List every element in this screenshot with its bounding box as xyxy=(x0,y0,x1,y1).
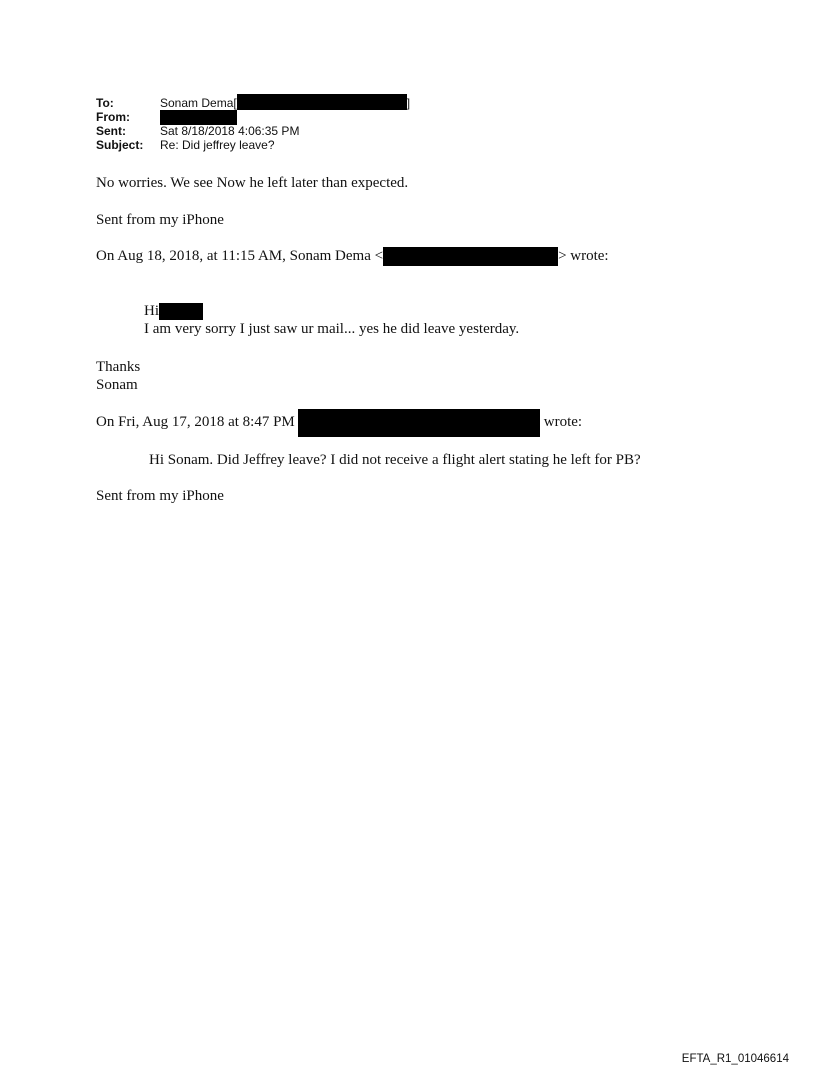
redaction-block xyxy=(383,247,558,266)
quoted-message-line: Hi Sonam. Did Jeffrey leave? I did not receive a flight alert stating he left for PB? xyxy=(149,452,641,468)
quote-attribution-wrote: wrote: xyxy=(543,414,583,430)
from-value xyxy=(160,111,237,125)
from-label: From: xyxy=(96,110,130,124)
to-close-bracket: ] xyxy=(406,96,411,110)
to-label: To: xyxy=(96,96,114,110)
quoted-greeting xyxy=(144,302,203,320)
to-value xyxy=(160,97,410,110)
greeting-text: Hi xyxy=(144,303,159,319)
sent-label: Sent: xyxy=(96,124,126,138)
quote-attribution xyxy=(96,413,582,437)
quote-attribution-text: On Fri, Aug 17, 2018 at 8:47 PM xyxy=(96,414,295,430)
signer-name: Sonam xyxy=(96,377,138,393)
quote-attribution-text: On Aug 18, 2018, at 11:15 AM, Sonam Dema < xyxy=(96,248,384,264)
quote-attribution-wrote: > wrote: xyxy=(558,248,609,264)
quote-attribution xyxy=(96,247,609,266)
sent-from-signature: Sent from my iPhone xyxy=(96,488,224,504)
redaction-block xyxy=(160,110,237,125)
message-body-line: No worries. We see Now he left later than expected. xyxy=(96,175,409,191)
redaction-block xyxy=(298,409,540,437)
thanks-line: Thanks xyxy=(96,359,141,375)
subject-label: Subject: xyxy=(96,138,144,152)
redaction-block xyxy=(159,303,203,320)
sent-value: Sat 8/18/2018 4:06:35 PM xyxy=(160,124,300,138)
quoted-message-line: I am very sorry I just saw ur mail... yes he did leave yesterday. xyxy=(144,321,520,337)
redaction-block xyxy=(237,94,407,110)
subject-value: Re: Did jeffrey leave? xyxy=(160,138,275,152)
sent-from-signature: Sent from my iPhone xyxy=(96,212,224,228)
to-recipient-name: Sonam Dema[ xyxy=(160,96,237,110)
document-id: EFTA_R1_01046614 xyxy=(681,1053,789,1065)
